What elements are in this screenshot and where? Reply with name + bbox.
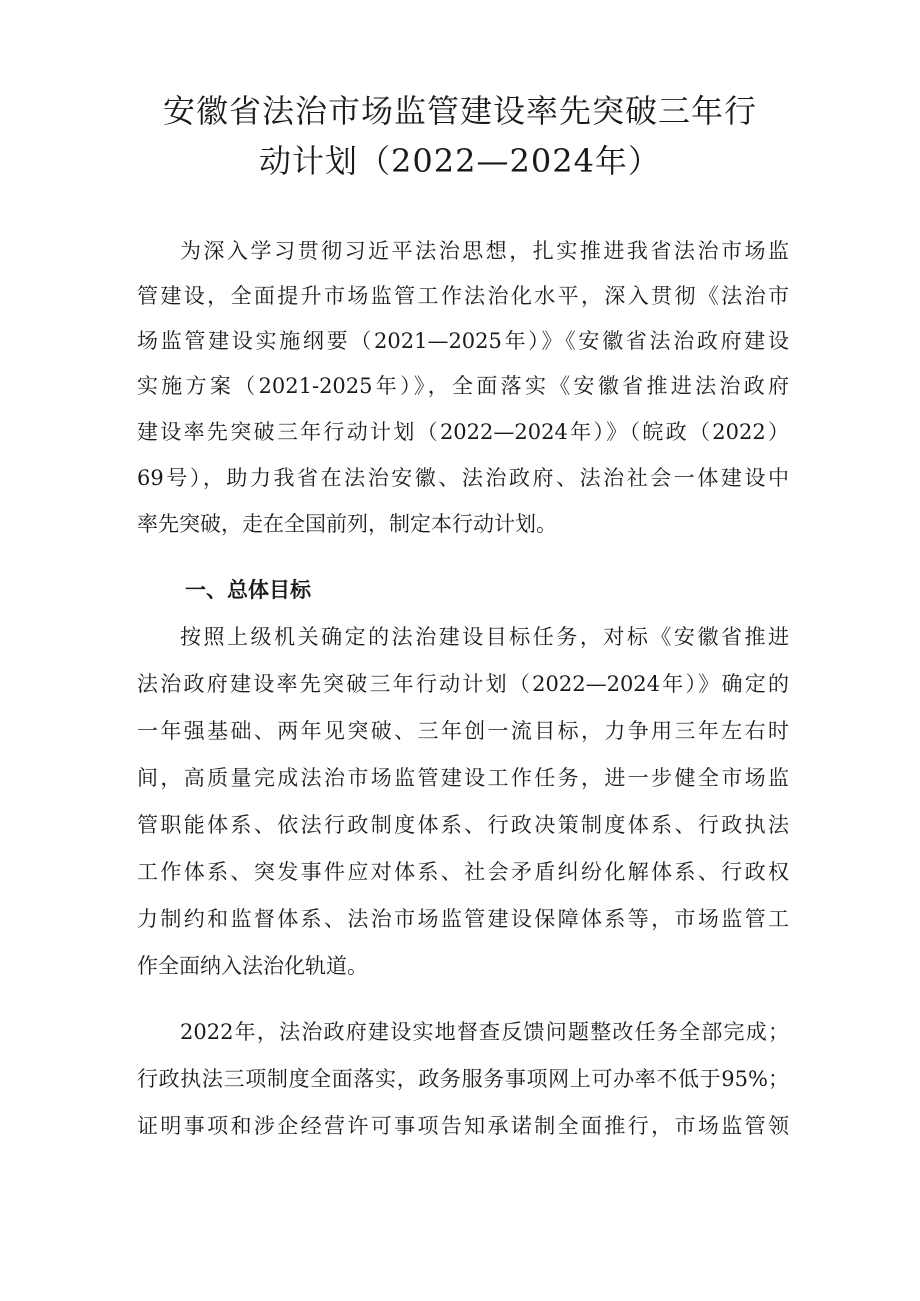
document-title-line-2: 动计划（2022—2024年） [259, 142, 661, 180]
goal-line-7: 力制约和监督体系、法治市场监管建设保障体系等，市场监管工 [137, 907, 789, 931]
goal-line-1: 按照上级机关确定的法治建设目标任务，对标《安徽省推进 [180, 625, 789, 649]
intro-line-3: 场监管建设实施纲要（2021—2025年）》《安徽省法治政府建设 [137, 329, 789, 353]
intro-line-5: 建设率先突破三年行动计划（2022—2024年）》（皖政（2022） [137, 420, 789, 444]
goal-line-2: 法治政府建设率先突破三年行动计划（2022—2024年）》确定的 [137, 672, 789, 696]
goal-line-8: 作全面纳入法治化轨道。 [137, 954, 368, 978]
year-line-3: 证明事项和涉企经营许可事项告知承诺制全面推行，市场监管领 [137, 1114, 789, 1138]
intro-line-7: 率先突破，走在全国前列，制定本行动计划。 [137, 512, 557, 536]
section-heading: 一、总体目标 [185, 578, 311, 602]
goal-line-3: 一年强基础、两年见突破、三年创一流目标，力争用三年左右时 [137, 719, 789, 743]
intro-line-1: 为深入学习贯彻习近平法治思想，扎实推进我省法治市场监 [180, 239, 789, 263]
goal-line-4: 间，高质量完成法治市场监管建设工作任务，进一步健全市场监 [137, 766, 789, 790]
intro-line-6: 69号），助力我省在法治安徽、法治政府、法治社会一体建设中 [137, 466, 789, 490]
intro-line-2: 管建设，全面提升市场监管工作法治化水平，深入贯彻《法治市 [137, 284, 789, 308]
goal-line-6: 工作体系、突发事件应对体系、社会矛盾纠纷化解体系、行政权 [137, 860, 789, 884]
document-title-line-1: 安徽省法治市场监管建设率先突破三年行 [162, 92, 757, 130]
year-line-2: 行政执法三项制度全面落实，政务服务事项网上可办率不低于95%； [137, 1067, 789, 1091]
intro-line-4: 实施方案（2021-2025年）》，全面落实《安徽省推进法治政府 [137, 374, 789, 398]
goal-line-5: 管职能体系、依法行政制度体系、行政决策制度体系、行政执法 [137, 813, 789, 837]
year-line-1: 2022年，法治政府建设实地督查反馈问题整改任务全部完成； [180, 1020, 789, 1044]
